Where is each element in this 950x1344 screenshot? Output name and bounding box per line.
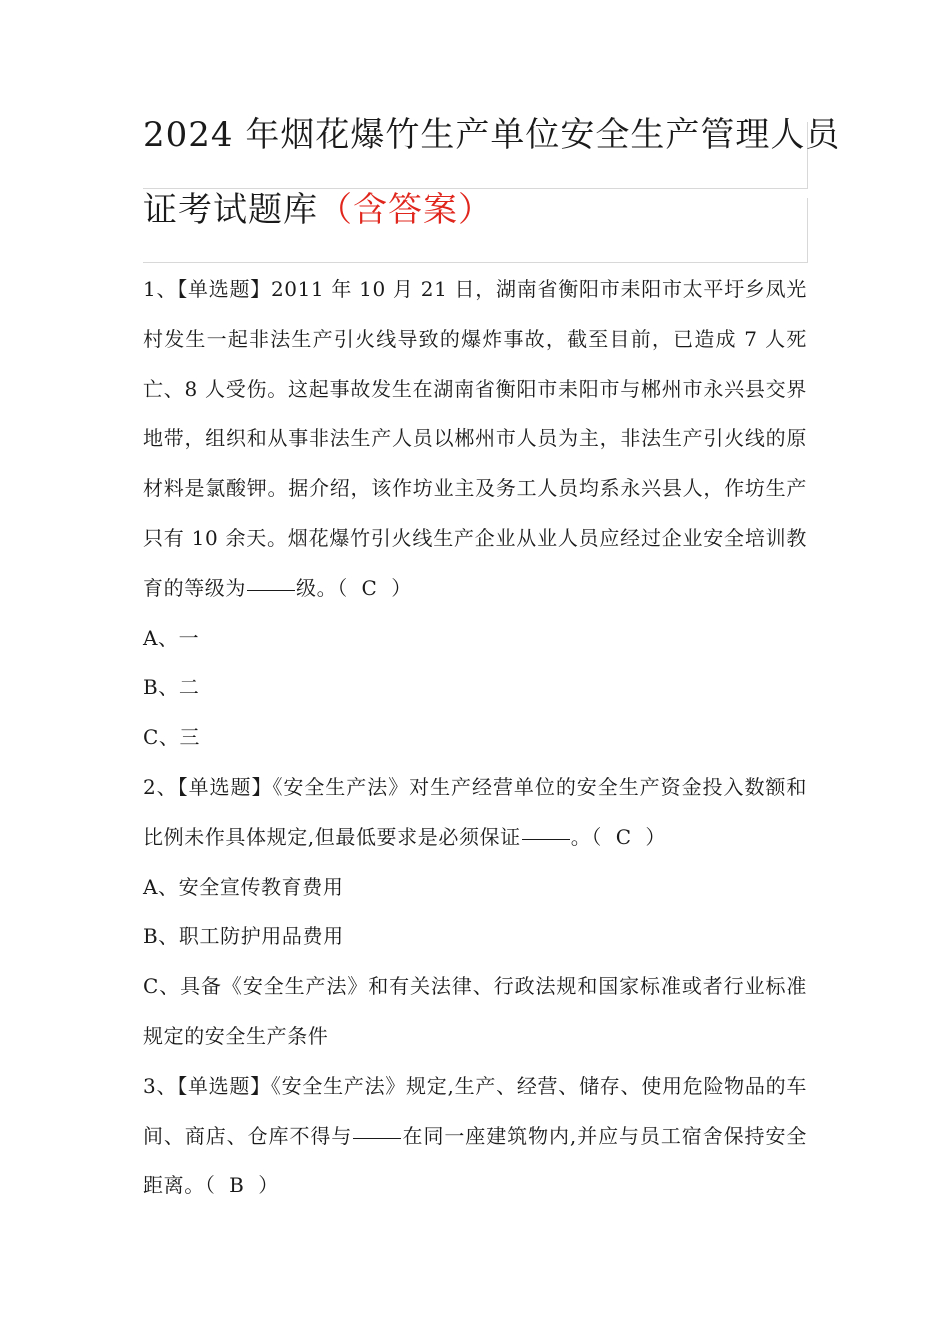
question-text: 《安全生产法》对生产经营单位的安全生产资金投入数额和比例未作具体规定,但最低要求是必须保证 (143, 774, 807, 849)
document-title-line-2 (143, 190, 493, 230)
option-a: A、一 (143, 625, 200, 650)
option-b: B、二 (143, 675, 200, 700)
question-type: 【单选题】 (177, 774, 273, 799)
document-title-line-1: 2024 年烟花爆竹生产单位安全生产管理人员 (143, 115, 841, 155)
option-b: B、职工防护用品费用 (143, 924, 344, 949)
question-text-tail: 级。 (296, 575, 338, 600)
question-text-tail: 在同一座建筑物内,并应与员工宿舍保持安全距离。 (143, 1123, 808, 1198)
title-answer-note: （含答案） (318, 190, 493, 230)
question-type: 【单选题】 (177, 277, 271, 301)
answer-blank (353, 1137, 401, 1139)
question-answer: （ C ） (591, 824, 670, 849)
answer-blank (247, 589, 295, 591)
question-2 (143, 763, 807, 863)
title-main-text: 证考试题库 (143, 190, 318, 230)
option-c: C、具备《安全生产法》和有关法律、行政法规和国家标准或者行业标准规定的安全生产条件 (143, 974, 807, 1048)
question-1 (143, 265, 807, 614)
answer-blank (522, 838, 570, 840)
question-type: 【单选题】 (177, 1073, 271, 1098)
question-number: 3、 (143, 1073, 178, 1098)
question-number: 2、 (143, 774, 178, 799)
question-text-tail: 。 (570, 824, 592, 849)
question-3 (143, 1062, 807, 1211)
question-number: 1、 (143, 277, 178, 301)
question-text: 2011 年 10 月 21 日，湖南省衡阳市耒阳市太平圩乡凤光村发生一起非法生产引火线导致的爆炸事故，截至目前，已造成 7 人死亡、8 人受伤。这起事故发生在湖南省衡阳市耒阳市与郴州市永兴县交界地带，组织和从事非法生产人员以郴州市人员为主，非法生产引火线的原材料是氯酸钾。据介绍，该作坊业主及务工人员均系永兴县人，作坊生产只有 10 余天。烟花爆竹引火线生产企业从业人员应经过企业安全培训教育的等级为 (143, 277, 807, 600)
option-c: C、三 (143, 725, 201, 750)
question-text: 《安全生产法》规定,生产、经营、储存、使用危险物品的车间、商店、仓库不得与 (143, 1073, 807, 1148)
option-a: A、安全宣传教育费用 (143, 874, 344, 899)
question-list (143, 265, 807, 1211)
question-answer: （ B ） (204, 1173, 283, 1198)
question-answer: （ C ） (337, 575, 416, 600)
